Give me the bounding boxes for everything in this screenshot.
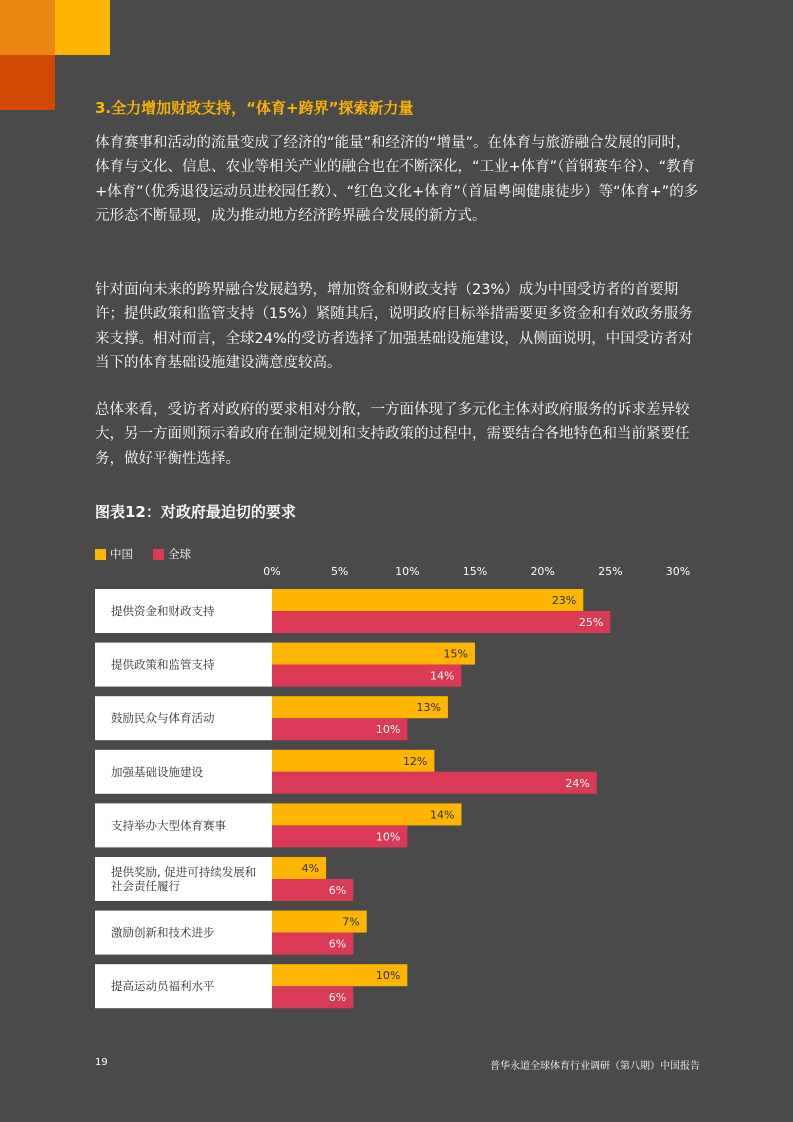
bar-data-label: 7% bbox=[342, 915, 360, 929]
x-tick-label: 5% bbox=[330, 565, 349, 578]
bar-data-label: 24% bbox=[565, 776, 590, 790]
x-tick-label: 25% bbox=[598, 565, 623, 578]
category-label: 提供资金和财政支持 bbox=[111, 604, 215, 618]
bar-data-label: 6% bbox=[328, 884, 347, 897]
category-label: 鼓励民众与体育活动 bbox=[111, 711, 215, 726]
bar-data-label: 10% bbox=[375, 830, 401, 844]
category-label: 激励创新和技术进步 bbox=[111, 925, 215, 940]
bar-data-label: 13% bbox=[416, 701, 441, 715]
bar-global bbox=[272, 611, 610, 633]
x-tick-label: 15% bbox=[462, 565, 488, 578]
paragraph-1: 体育赛事和活动的流量变成了经济的“能量”和经济的“增量”。在体育与旅游融合发展的同时，体育与文化、信息、农业等相关产业的融合也在不断深化，“工业+体育”（首钢赛车谷）、“教育+体育”（优秀退役运动员进校园任教）、“红色文化+体育”（首届粤闽健康徒步）等“体育+”的多元形态不断显现，成为推动地方经济跨界融合发展的新方式。 bbox=[95, 135, 699, 225]
category-label: 提供政策和监管支持 bbox=[111, 657, 215, 672]
bar-data-label: 25% bbox=[578, 616, 604, 629]
x-tick-label: 20% bbox=[530, 565, 555, 578]
chart-title: 图表12：对政府最迫切的要求 bbox=[95, 503, 296, 521]
x-tick-label: 10% bbox=[395, 565, 420, 578]
x-tick-label: 0% bbox=[263, 565, 281, 578]
bar-data-label: 14% bbox=[430, 669, 455, 683]
bar-china bbox=[272, 589, 583, 611]
category-label: 提供奖励, 促进可持续发展和 bbox=[111, 865, 257, 879]
legend-label-global: 全球 bbox=[168, 547, 191, 561]
bar-data-label: 23% bbox=[551, 594, 577, 607]
bar-data-label: 12% bbox=[402, 754, 428, 768]
bar-global bbox=[272, 772, 597, 794]
section-heading: 3.全力增加财政支持，“体育+跨界”探索新力量 bbox=[95, 99, 414, 117]
paragraph-3: 总体来看，受访者对政府的要求相对分散，一方面体现了多元化主体对政府服务的诉求差异较大，另一方面则预示着政府在制定规划和支持政策的过程中，需要结合各地特色和当前紧要任务，做好平衡性选择。 bbox=[95, 402, 690, 467]
legend-label-china: 中国 bbox=[110, 547, 133, 561]
bar-data-label: 4% bbox=[301, 862, 320, 875]
bar-data-label: 10% bbox=[375, 969, 401, 983]
category-label: 社会责任履行 bbox=[111, 879, 180, 893]
category-label: 提高运动员福利水平 bbox=[111, 979, 215, 994]
report-name: 普华永道全球体育行业调研（第八期）中国报告 bbox=[490, 1061, 700, 1072]
category-label: 加强基础设施建设 bbox=[111, 764, 203, 779]
category-label: 支持举办大型体育赛事 bbox=[111, 818, 226, 833]
bar-data-label: 6% bbox=[328, 937, 347, 951]
paragraph-2: 针对面向未来的跨界融合发展趋势，增加资金和财政支持（23%）成为中国受访者的首要期许；提供政策和监管支持（15%）紧随其后，说明政府目标举措需要更多资金和有效政务服务来支撑。相对而言，全球24%的受访者选择了加强基础设施建设，从侧面说明，中国受访者对当下的体育基础设施建设满意度较高。 bbox=[95, 282, 693, 372]
x-tick-label: 30% bbox=[665, 565, 691, 578]
bar-data-label: 10% bbox=[375, 723, 401, 737]
bar-data-label: 14% bbox=[430, 808, 455, 822]
page-number: 19 bbox=[95, 1057, 108, 1068]
bar-data-label: 6% bbox=[328, 991, 347, 1005]
bar-data-label: 15% bbox=[443, 647, 468, 661]
